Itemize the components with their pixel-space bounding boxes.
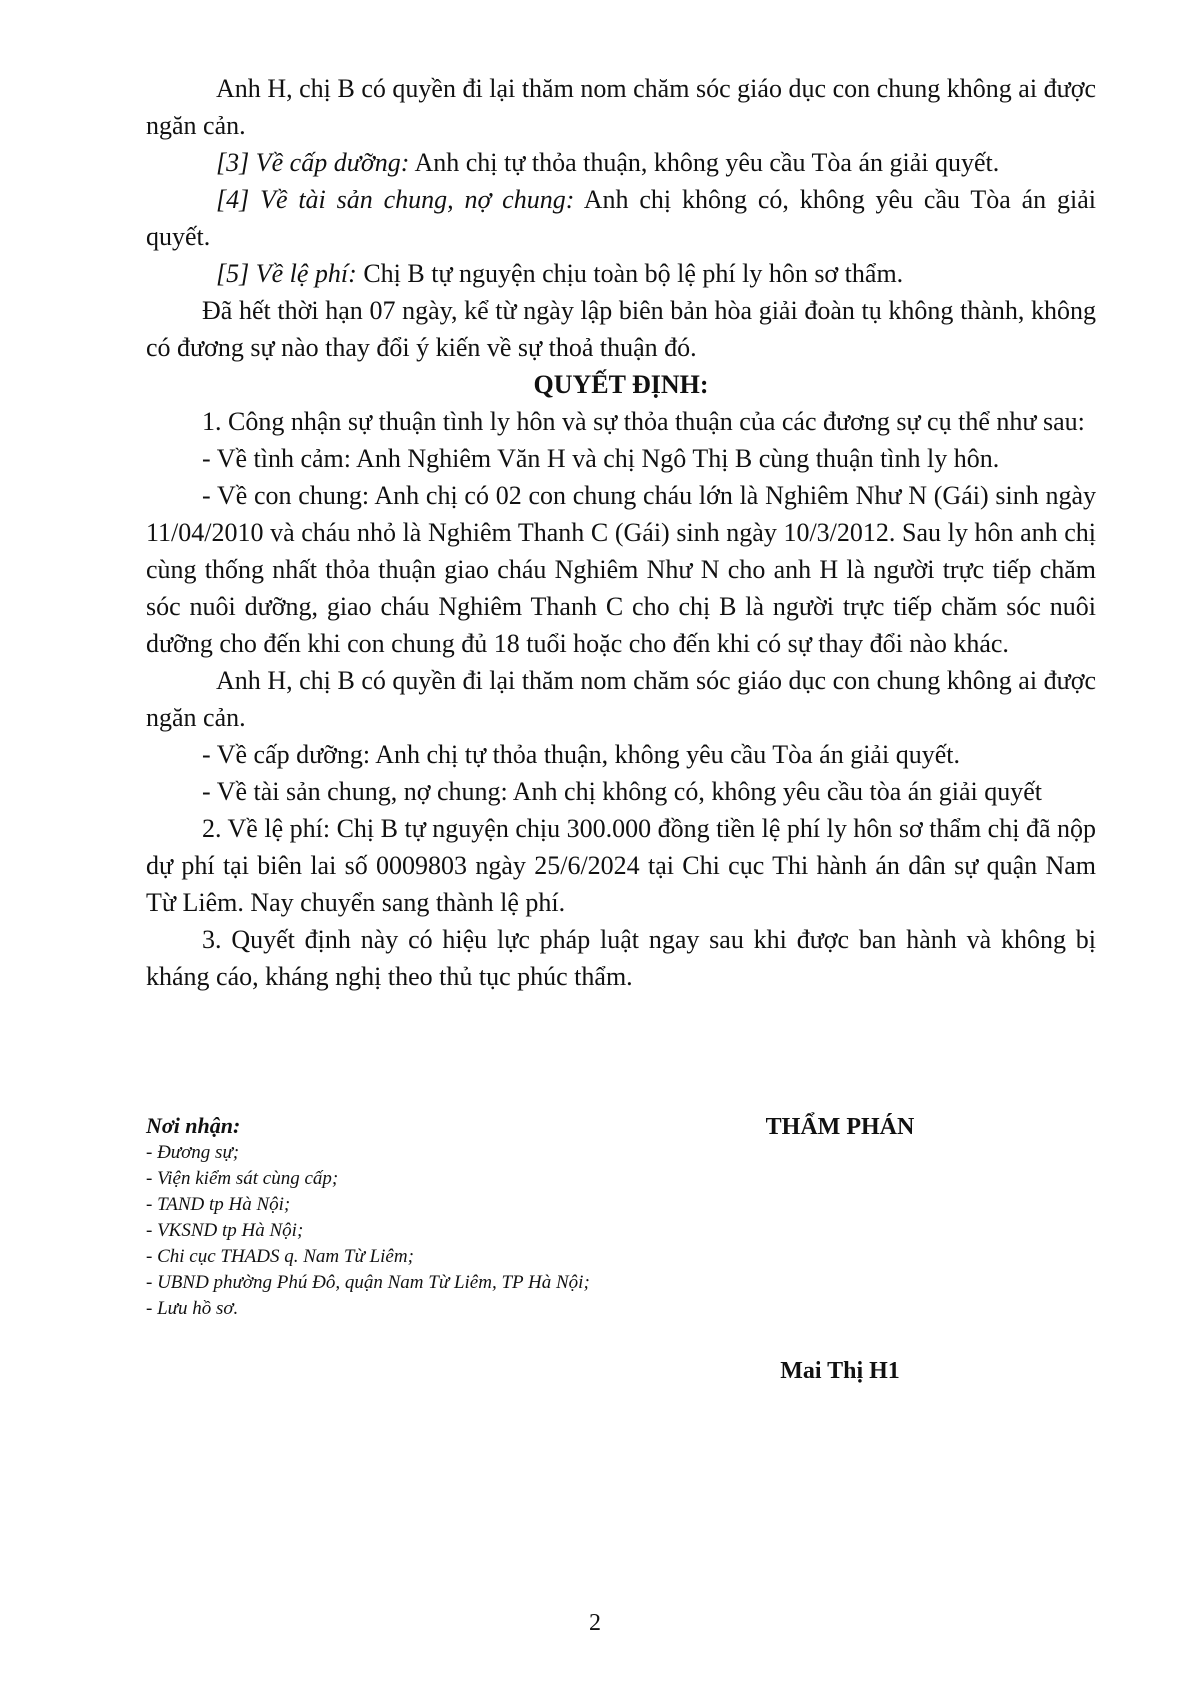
recipient-item: - UBND phường Phú Đô, quận Nam Từ Liêm, TP Hà Nội; — [146, 1272, 590, 1293]
recipients-title: Nơi nhận: — [146, 1113, 241, 1138]
fee-text: Chị B tự nguyện chịu toàn bộ lệ phí ly hôn sơ thẩm. — [356, 259, 904, 288]
support-label: [3] Về cấp dưỡng: — [216, 148, 410, 177]
decision-item-3: 3. Quyết định này có hiệu lực pháp luật ngay sau khi được ban hành và không bị kháng cáo, kháng nghị theo thủ tục phúc thẩm. — [146, 925, 1096, 991]
document-body — [146, 70, 1096, 995]
property-text: Anh chị không có, không yêu cầu Tòa án giải quyết. — [146, 185, 1096, 251]
judge-name: Mai Thị H1 — [780, 1358, 900, 1384]
recipients-block — [146, 1112, 646, 1322]
recipient-item: - TAND tp Hà Nội; — [146, 1194, 291, 1215]
recipient-item: - Đương sự; — [146, 1142, 240, 1163]
decision-heading: QUYẾT ĐỊNH: — [533, 370, 709, 399]
decision-visitation: Anh H, chị B có quyền đi lại thăm nom chăm sóc giáo dục con chung không ai được ngăn cản. — [146, 666, 1096, 732]
decision-support: - Về cấp dưỡng: Anh chị tự thỏa thuận, không yêu cầu Tòa án giải quyết. — [202, 740, 960, 769]
visitation-paragraph: Anh H, chị B có quyền đi lại thăm nom chăm sóc giáo dục con chung không ai được ngăn cản. — [146, 74, 1096, 140]
decision-property: - Về tài sản chung, nợ chung: Anh chị không có, không yêu cầu tòa án giải quyết — [202, 777, 1043, 806]
deadline-paragraph: Đã hết thời hạn 07 ngày, kể từ ngày lập biên bản hòa giải đoàn tụ không thành, không có đương sự nào thay đổi ý kiến về sự thoả thuận đó. — [146, 296, 1096, 362]
support-text: Anh chị tự thỏa thuận, không yêu cầu Tòa án giải quyết. — [409, 148, 1000, 177]
recipients-list — [146, 1140, 646, 1322]
decision-children: - Về con chung: Anh chị có 02 con chung cháu lớn là Nghiêm Như N (Gái) sinh ngày 11/04/2010 và cháu nhỏ là Nghiêm Thanh C (Gái) sinh ngày 10/3/2012. Sau ly hôn anh chị cùng thống nhất thỏa thuận giao cháu Nghiêm Như N cho anh H là người trực tiếp chăm sóc nuôi dưỡng, giao cháu Nghiêm Thanh C cho chị B là người trực tiếp chăm sóc nuôi dưỡng cho đến khi con chung đủ 18 tuổi hoặc cho đến khi có sự thay đổi nào khác. — [146, 481, 1096, 658]
judge-title: THẨM PHÁN — [765, 1114, 915, 1140]
property-label: [4] Về tài sản chung, nợ chung: — [216, 185, 575, 214]
fee-label: [5] Về lệ phí: — [216, 259, 357, 288]
support-paragraph — [146, 144, 1096, 181]
decision-item-1: 1. Công nhận sự thuận tình ly hôn và sự thỏa thuận của các đương sự cụ thể như sau: — [202, 407, 1085, 436]
recipient-item: - VKSND tp Hà Nội; — [146, 1220, 304, 1241]
recipient-item: - Chi cục THADS q. Nam Từ Liêm; — [146, 1246, 414, 1267]
decision-item-2: 2. Về lệ phí: Chị B tự nguyện chịu 300.000 đồng tiền lệ phí ly hôn sơ thẩm chị đã nộp dự phí tại biên lai số 0009803 ngày 25/6/2024 tại Chi cục Thi hành án dân sự quận Nam Từ Liêm. Nay chuyển sang thành lệ phí. — [146, 814, 1096, 917]
page-number: 2 — [589, 1610, 601, 1636]
recipient-item: - Lưu hồ sơ. — [146, 1298, 239, 1319]
property-paragraph — [146, 181, 1096, 255]
fee-paragraph — [146, 255, 1096, 292]
decision-emotion: - Về tình cảm: Anh Nghiêm Văn H và chị Ngô Thị B cùng thuận tình ly hôn. — [202, 444, 1000, 473]
recipient-item: - Viện kiểm sát cùng cấp; — [146, 1168, 339, 1189]
